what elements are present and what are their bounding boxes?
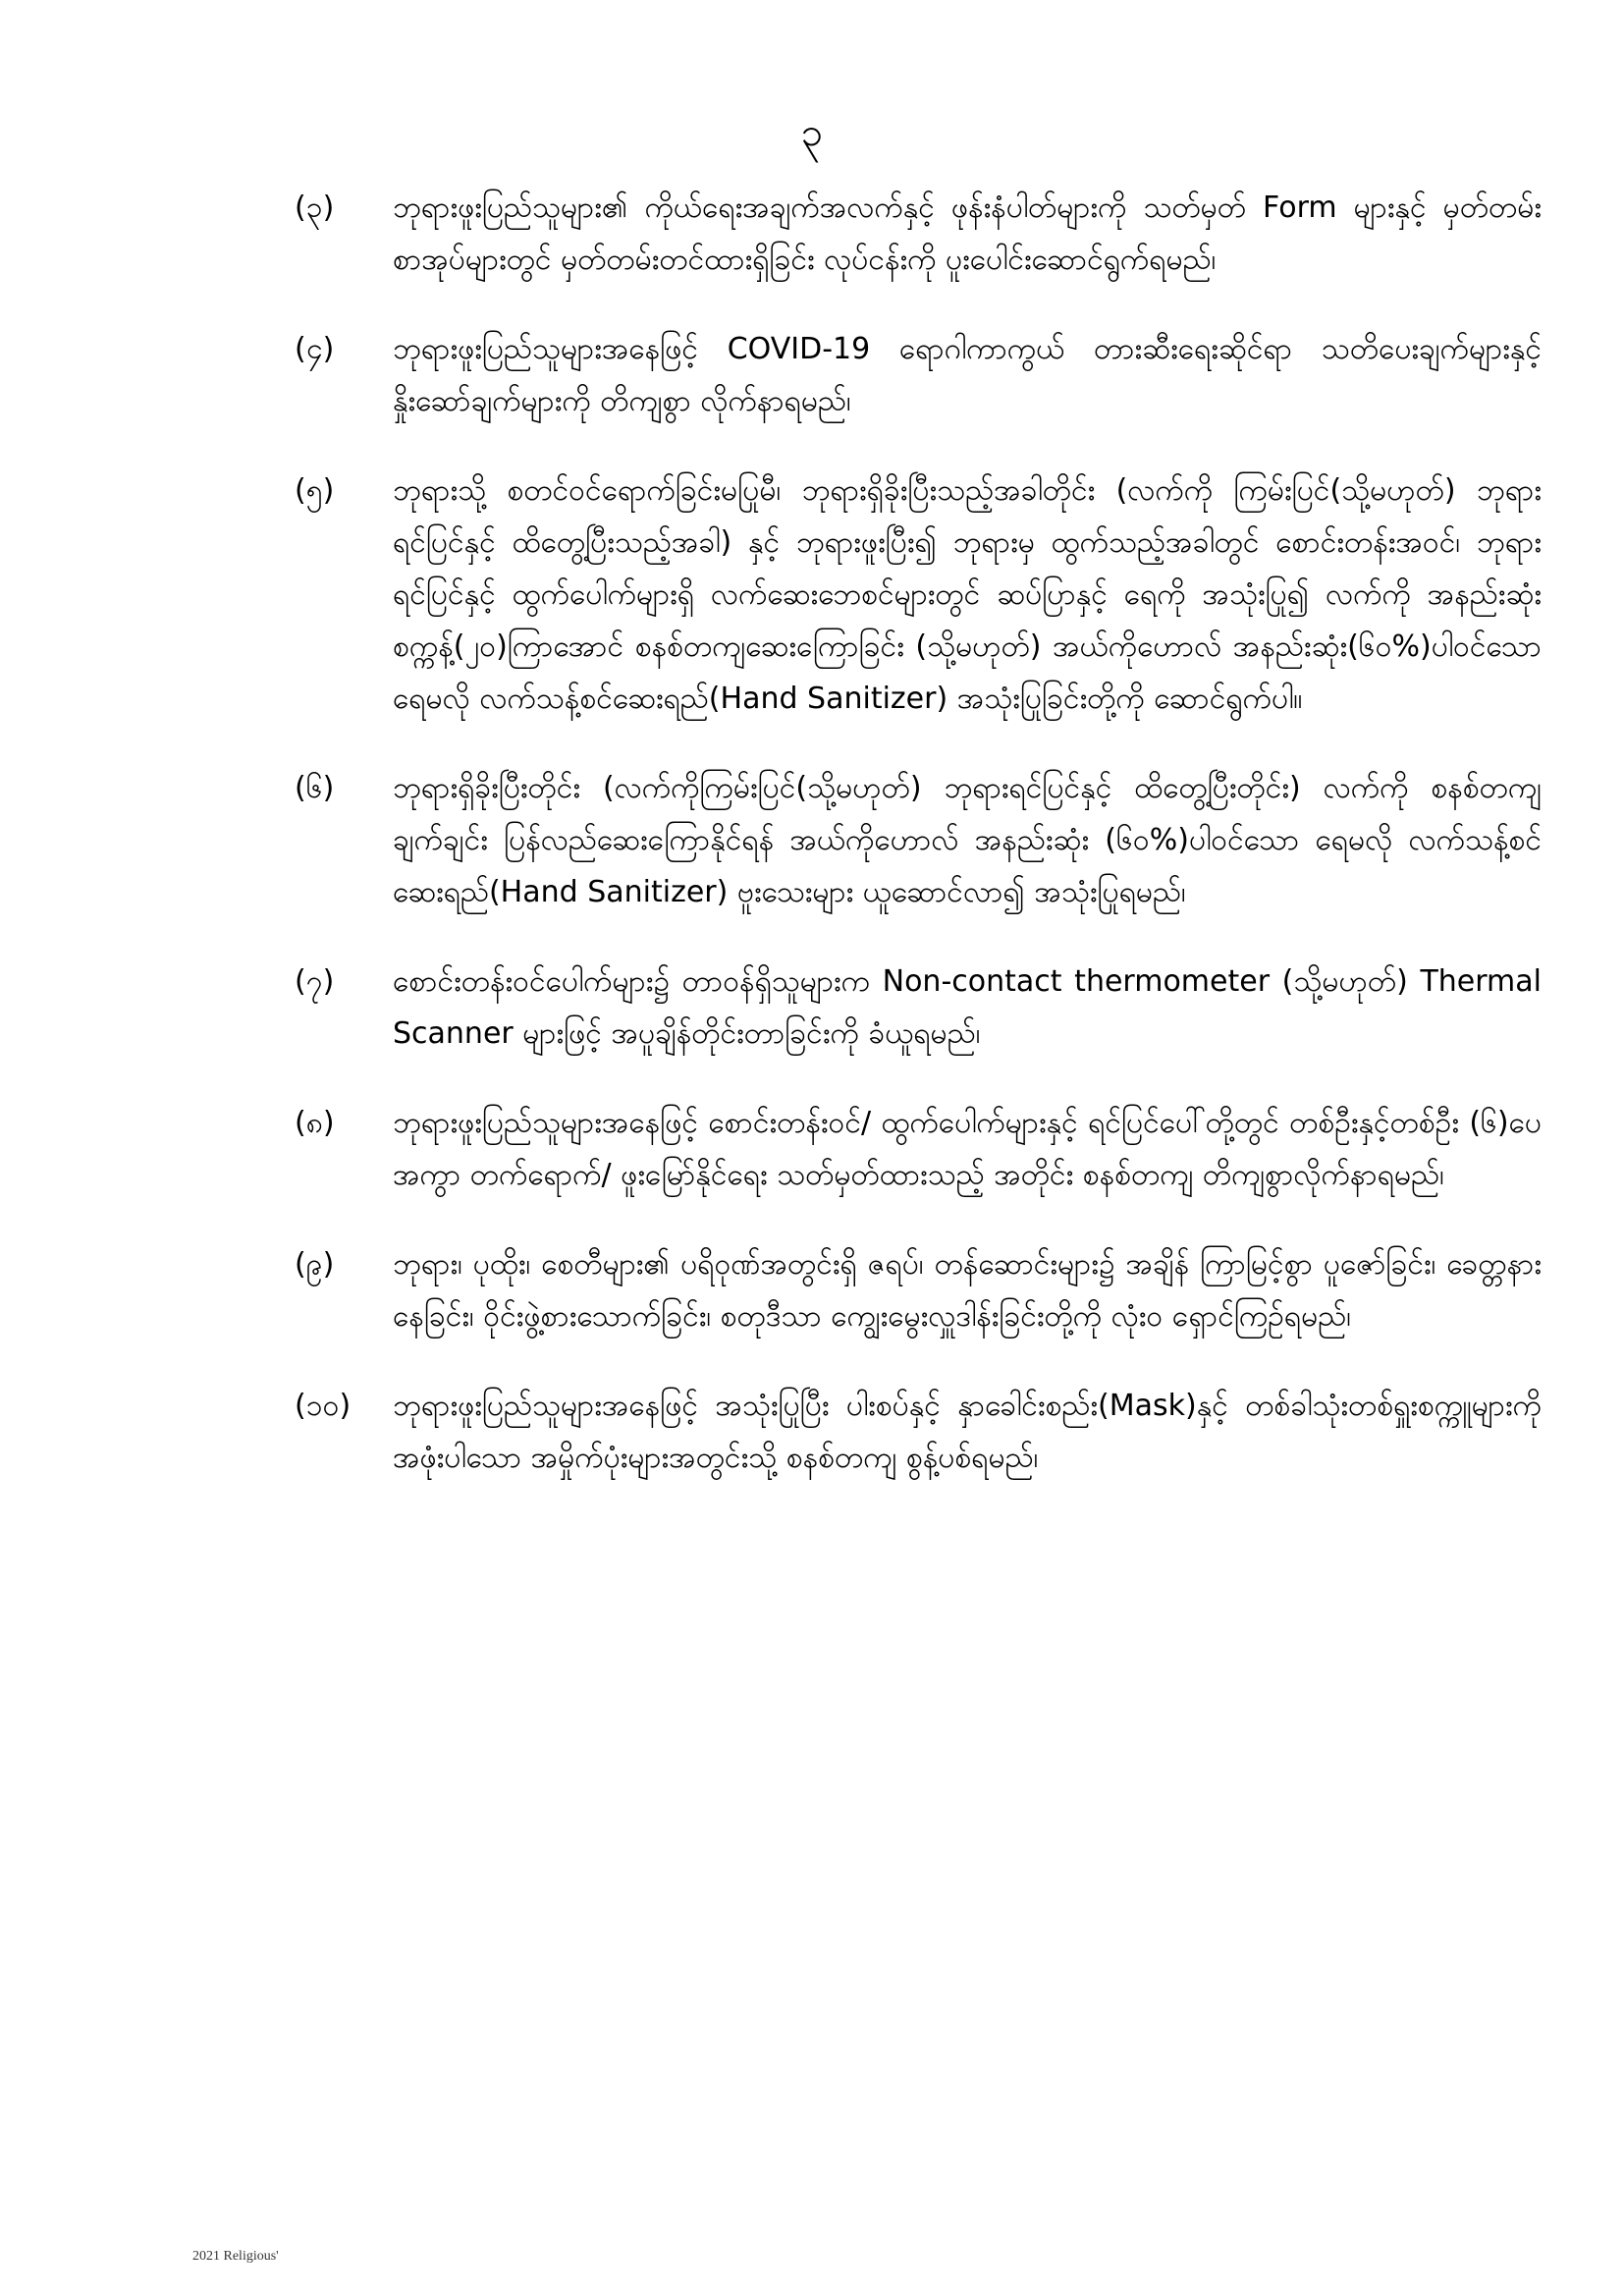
list-item xyxy=(295,1380,1542,1484)
list-item xyxy=(295,762,1542,918)
item-text: ဘုရားဖူးပြည်သူများ၏ ကိုယ်ရေးအချက်အလက်နှင့် ဖုန်းနံပါတ်များကို သတ်မှတ် Form များနှင့် မှတ်တမ်းစာအုပ်များတွင် မှတ်တမ်းတင်ထားရှိခြင်း လုပ်ငန်းကို ပူးပေါင်းဆောင်ရွက်ရမည်၊ xyxy=(393,191,1542,277)
item-number: (၄) xyxy=(295,332,335,366)
item-text: ဘုရားရှိခိုးပြီးတိုင်း (လက်ကိုကြမ်းပြင်(သို့မဟုတ်) ဘုရားရင်ပြင်နှင့် ထိတွေ့ပြီးတိုင်း) လက်ကို စနစ်တကျချက်ချင်း ပြန်လည်ဆေးကြောနိုင်ရန် အယ်ကိုဟောလ် အနည်းဆုံး (၆၀%)ပါဝင်သော ရေမလို လက်သန့်စင်ဆေးရည်(Hand Sanitizer) ဗူးသေးများ ယူဆောင်လာ၍ အသုံးပြုရမည်၊ xyxy=(393,771,1542,909)
item-text: ဘုရားသို့ စတင်ဝင်ရောက်ခြင်းမပြုမီ၊ ဘုရားရှိခိုးပြီးသည့်အခါတိုင်း (လက်ကို ကြမ်းပြင်(သို့မဟုတ်) ဘုရားရင်ပြင်နှင့် ထိတွေ့ပြီးသည့်အခါ) နှင့် ဘုရားဖူးပြီး၍ ဘုရားမှ ထွက်သည့်အခါတွင် စောင်းတန်းအဝင်၊ ဘုရားရင်ပြင်နှင့် ထွက်ပေါက်များရှိ လက်ဆေးဘေစင်များတွင် ဆပ်ပြာနှင့် ရေကို အသုံးပြု၍ လက်ကို အနည်းဆုံး စက္ကန့်(၂၀)ကြာအောင် စနစ်တကျဆေးကြောခြင်း (သို့မဟုတ်) အယ်ကိုဟောလ် အနည်းဆုံး(၆၀%)ပါဝင်သော ရေမလို လက်သန့်စင်ဆေးရည်(Hand Sanitizer) အသုံးပြုခြင်းတို့ကို ဆောင်ရွက်ပါ။ xyxy=(393,473,1542,716)
list-item xyxy=(295,956,1542,1060)
list-item xyxy=(295,182,1542,286)
instruction-list xyxy=(295,182,1542,1521)
item-text: ဘုရားဖူးပြည်သူများအနေဖြင့် COVID-19 ရောဂါကာကွယ် တားဆီးရေးဆိုင်ရာ သတိပေးချက်များနှင့် နှိုးဆော်ချက်များကို တိကျစွာ လိုက်နာရမည်၊ xyxy=(393,332,1542,418)
item-number: (၁၀) xyxy=(295,1389,352,1423)
item-number: (၈) xyxy=(295,1106,335,1140)
item-text: ဘုရား၊ ပုထိုး၊ စေတီများ၏ ပရိဝုဏ်အတွင်းရှိ ဇရပ်၊ တန်ဆောင်းများ၌ အချိန် ကြာမြင့်စွာ ပူဇော်ခြင်း၊ ခေတ္တနားနေခြင်း၊ ဝိုင်းဖွဲ့စားသောက်ခြင်း၊ စတုဒီသာ ကျွေးမွေးလှူဒါန်းခြင်းတို့ကို လုံးဝ ရှောင်ကြဉ်ရမည်၊ xyxy=(393,1247,1542,1334)
page-number: ၃ xyxy=(800,110,824,155)
list-item xyxy=(295,1238,1542,1342)
item-number: (၅) xyxy=(295,473,335,508)
list-item xyxy=(295,1097,1542,1201)
item-number: (၇) xyxy=(295,964,335,999)
item-number: (၃) xyxy=(295,191,335,225)
list-item xyxy=(295,323,1542,427)
item-text: ဘုရားဖူးပြည်သူများအနေဖြင့် စောင်းတန်းဝင်/ ထွက်ပေါက်များနှင့် ရင်ပြင်ပေါ်တို့တွင် တစ်ဦးနှင့်တစ်ဦး (၆)ပေအကွာ တက်ရောက်/ ဖူးမြော်နိုင်ရေး သတ်မှတ်ထားသည့် အတိုင်း စနစ်တကျ တိကျစွာလိုက်နာရမည်၊ xyxy=(393,1106,1542,1192)
item-number: (၆) xyxy=(295,771,335,805)
item-text: စောင်းတန်းဝင်ပေါက်များ၌ တာဝန်ရှိသူများက Non-contact thermometer (သို့မဟုတ်) Thermal Scanner များဖြင့် အပူချိန်တိုင်းတာခြင်းကို ခံယူရမည်၊ xyxy=(393,964,1542,1051)
footer-note: 2021 Religious' xyxy=(192,2249,279,2264)
item-text: ဘုရားဖူးပြည်သူများအနေဖြင့် အသုံးပြုပြီး ပါးစပ်နှင့် နှာခေါင်းစည်း(Mask)နှင့် တစ်ခါသုံးတစ်ရှူးစက္ကူများကို အဖုံးပါသော အမှိုက်ပုံးများအတွင်းသို့ စနစ်တကျ စွန့်ပစ်ရမည်၊ xyxy=(393,1389,1542,1475)
item-number: (၉) xyxy=(295,1247,335,1282)
list-item xyxy=(295,465,1542,725)
